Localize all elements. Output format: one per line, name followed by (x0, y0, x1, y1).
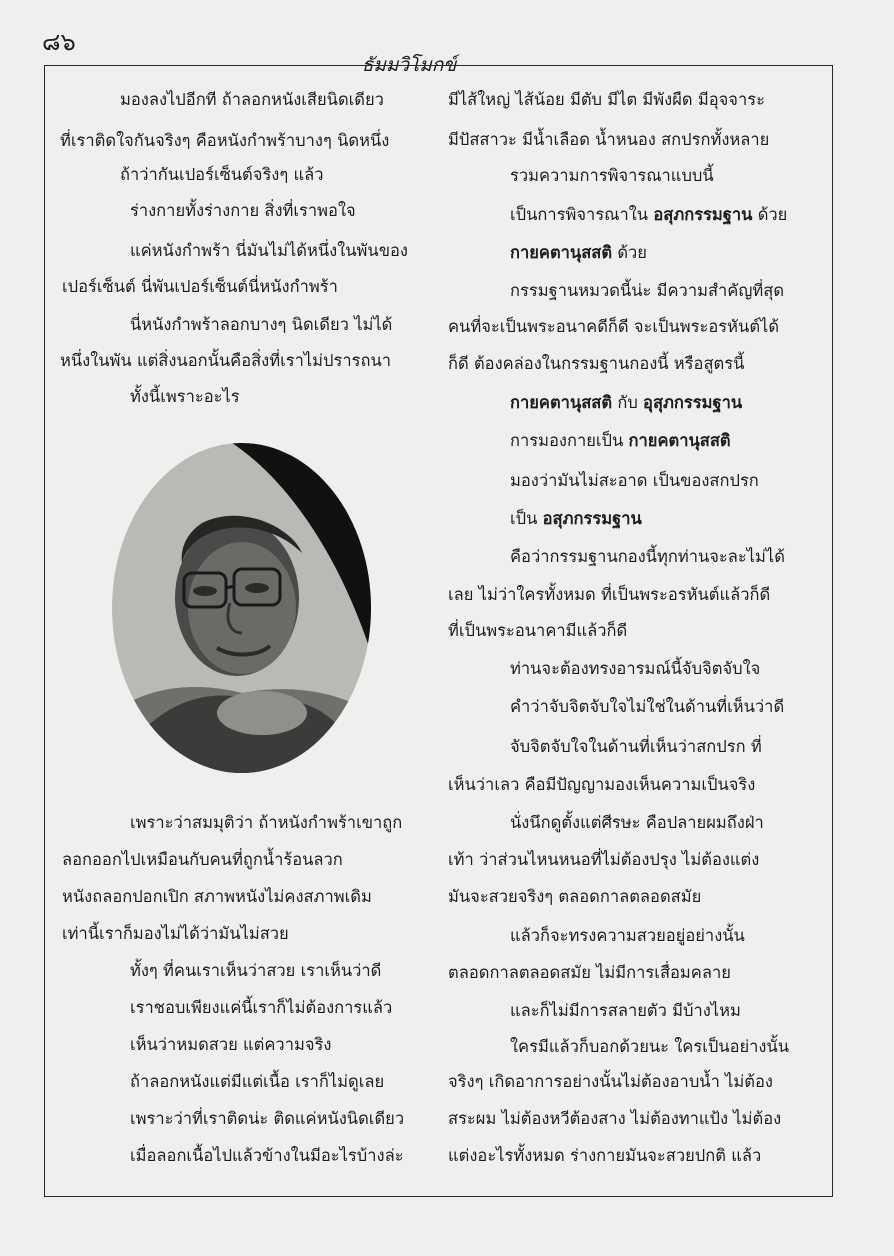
text-line (510, 430, 731, 452)
text-line: มองลงไปอีกที ถ้าลอกหนังเสียนิดเดียว (120, 90, 384, 109)
text-line: เท่านี้เราก็มองไม่ได้ว่ามันไม่สวย (62, 924, 289, 943)
text-line: ถ้าว่ากันเปอร์เซ็นต์จริงๆ แล้ว (120, 165, 324, 184)
term-bold: กายคตานุสสติ (510, 393, 613, 412)
text-line: สระผม ไม่ต้องหวีต้องสาง ไม่ต้องทาแป้ง ไม่ต้อง (448, 1109, 782, 1128)
text-line: หนึ่งในพัน แต่สิ่งนอกนั้นคือสิ่งที่เราไม่ปรารถนา (60, 351, 392, 370)
text-span: เป็น (510, 509, 543, 528)
text-line: หนังถลอกปอกเปิก สภาพหนังไม่คงสภาพเดิม (62, 887, 372, 906)
text-line: คำว่าจับจิตจับใจไม่ใช่ในด้านที่เห็นว่าดี (510, 697, 785, 716)
text-line: เห็นว่าหมดสวย แต่ความจริง (130, 1035, 332, 1054)
text-line: ที่เป็นพระอนาคามีแล้วก็ดี (448, 621, 628, 640)
text-span: ด้วย (612, 243, 647, 262)
text-line: กรรมฐานหมวดนี้น่ะ มีความสำคัญที่สุด (510, 281, 785, 300)
text-line: นี่หนังกำพร้าลอกบางๆ นิดเดียว ไม่ได้ (130, 315, 393, 334)
text-line: จับจิตจับใจในด้านที่เห็นว่าสกปรก ที่ (510, 737, 762, 756)
text-line: จริงๆ เกิดอาการอย่างนั้นไม่ต้องอาบน้ำ ไม่ต้อง (448, 1072, 773, 1091)
text-line (510, 392, 742, 414)
text-line: ลอกออกไปเหมือนกับคนที่ถูกน้ำร้อนลวก (62, 850, 343, 869)
text-line: แค่หนังกำพร้า นี่มันไม่ได้หนึ่งในพันของ (130, 241, 408, 260)
term-bold: อุสุภกรรมฐาน (643, 393, 743, 412)
text-line: รวมความการพิจารณาแบบนี้ (510, 166, 714, 185)
text-line: ร่างกายทั้งร่างกาย สิ่งที่เราพอใจ (130, 201, 356, 220)
text-line: เห็นว่าเลว คือมีปัญญามองเห็นความเป็นจริง (448, 775, 756, 794)
text-line: เมื่อลอกเนื้อไปแล้วข้างในมีอะไรบ้างล่ะ (130, 1146, 404, 1165)
text-line: มีไส้ใหญ่ ไส้น้อย มีตับ มีไต มีพังผืด มีอุจจาระ (448, 90, 765, 109)
text-line: เพราะว่าที่เราติดน่ะ ติดแค่หนังนิดเดียว (130, 1109, 405, 1128)
text-line: ท่านจะต้องทรงอารมณ์นี้จับจิตจับใจ (510, 659, 761, 678)
text-line: เลย ไม่ว่าใครทั้งหมด ที่เป็นพระอรหันต์แล้วก็ดี (448, 585, 771, 604)
text-line: ใครมีแล้วก็บอกด้วยนะ ใครเป็นอย่างนั้น (510, 1037, 790, 1056)
term-bold: กายคตานุสสติ (628, 431, 731, 450)
text-line: ก็ดี ต้องคล่องในกรรมฐานกองนี้ หรือสูตรนี้ (448, 354, 745, 373)
text-line: คนที่จะเป็นพระอนาคดีก็ดี จะเป็นพระอรหันต์ได้ (448, 317, 780, 336)
text-line: เพราะว่าสมมุติว่า ถ้าหนังกำพร้าเขาถูก (130, 813, 403, 832)
text-line (510, 204, 787, 226)
text-line: นั่งนึกดูตั้งแต่ศีรษะ คือปลายผมถึงฝ่า (510, 813, 764, 832)
page-number: ๘๖ (42, 28, 76, 56)
text-line: ทั้งๆ ที่คนเราเห็นว่าสวย เราเห็นว่าดี (130, 961, 382, 980)
term-bold: กายคตานุสสติ (510, 243, 613, 262)
term-bold: อสุภกรรมฐาน (542, 509, 642, 528)
text-line: มีปัสสาวะ มีน้ำเลือด น้ำหนอง สกปรกทั้งหลาย (448, 130, 770, 149)
text-line: คือว่ากรรมฐานกองนี้ทุกท่านจะละไม่ได้ (510, 547, 785, 566)
text-line: แต่งอะไรทั้งหมด ร่างกายมันจะสวยปกติ แล้ว (448, 1146, 762, 1165)
text-line: ถ้าลอกหนังแต่มีแต่เนื้อ เราก็ไม่ดูเลย (130, 1072, 385, 1091)
portrait-photo (112, 443, 371, 773)
text-line: แล้วก็จะทรงความสวยอยู่อย่างนั้น (510, 926, 745, 945)
text-line (510, 242, 647, 264)
text-line: มองว่ามันไม่สะอาด เป็นของสกปรก (510, 471, 759, 490)
text-line: ทั้งนี้เพราะอะไร (130, 387, 240, 406)
text-line: และก็ไม่มีการสลายตัว มีบ้างไหม (510, 1001, 741, 1020)
text-line: เราชอบเพียงแค่นี้เราก็ไม่ต้องการแล้ว (130, 998, 393, 1017)
book-title: ธัมมวิโมกข์ (356, 54, 463, 76)
text-span: เป็นการพิจารณาใน (510, 205, 654, 224)
text-span: กับ (612, 393, 644, 412)
text-line: ตลอดกาลตลอดสมัย ไม่มีการเสื่อมคลาย (448, 963, 731, 982)
term-bold: อสุภกรรมฐาน (653, 205, 753, 224)
text-line: มันจะสวยจริงๆ ตลอดกาลตลอดสมัย (448, 887, 702, 906)
text-line: เปอร์เซ็นต์ นี่พันเปอร์เซ็นต์นี่หนังกำพร้า (62, 277, 338, 296)
text-line: ที่เราติดใจกันจริงๆ คือหนังกำพร้าบางๆ นิดหนึ่ง (60, 131, 390, 150)
text-span: การมองกายเป็น (510, 431, 629, 450)
text-line: เท้า ว่าส่วนไหนหนอที่ไม่ต้องปรุง ไม่ต้องแต่ง (448, 850, 760, 869)
text-line (510, 508, 642, 530)
text-span: ด้วย (752, 205, 788, 224)
